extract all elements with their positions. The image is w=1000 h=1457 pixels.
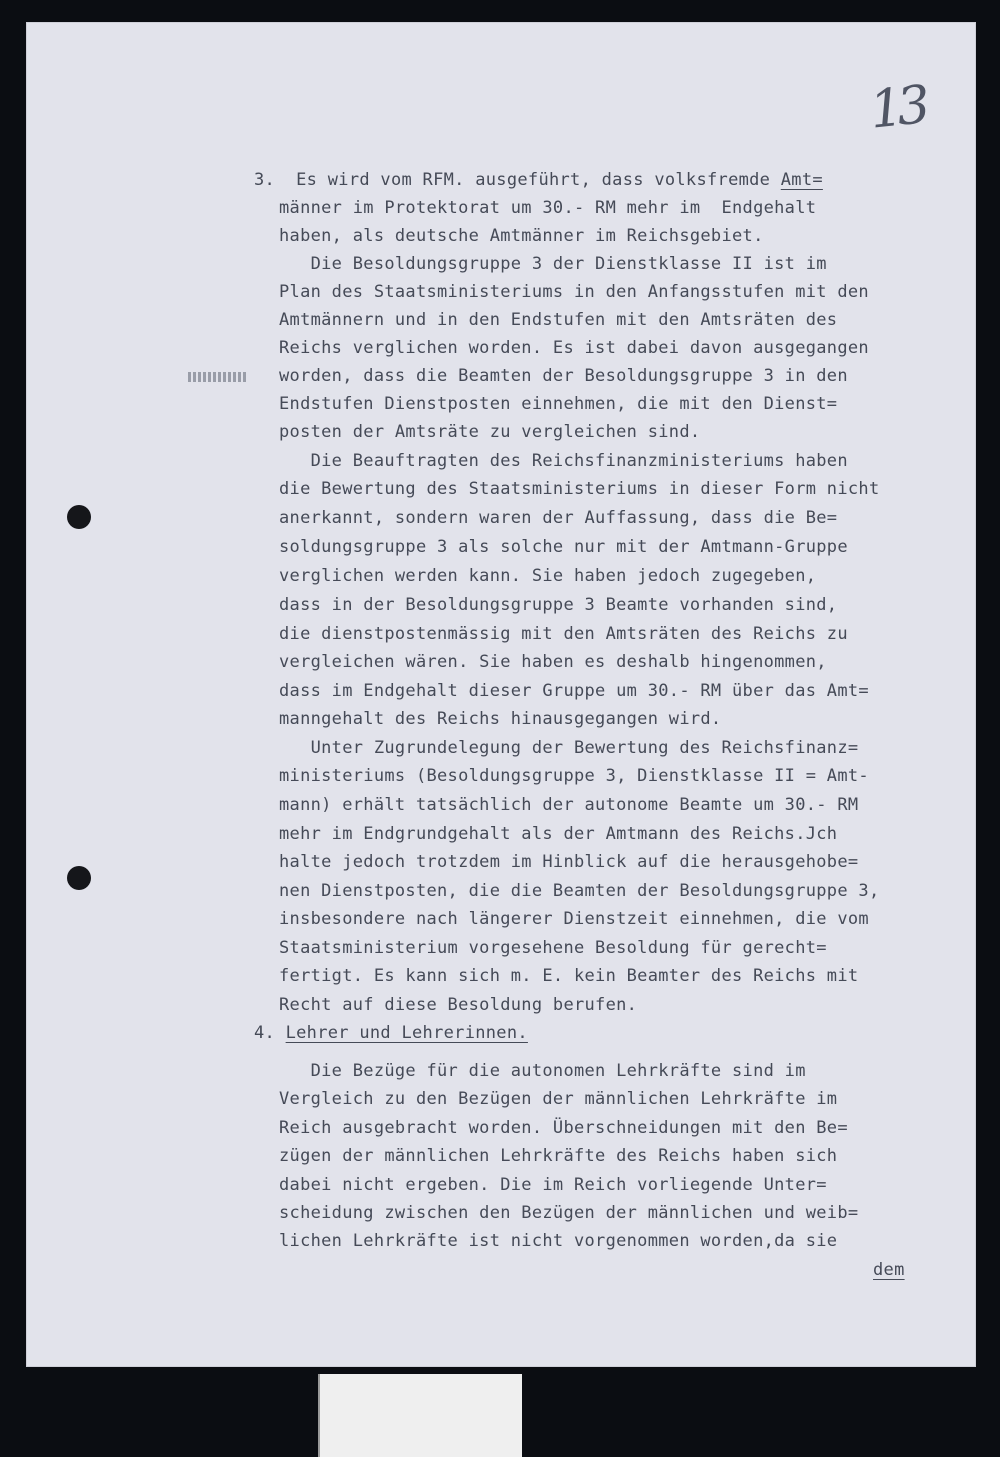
text-line: insbesondere nach längerer Dienstzeit einnehmen, die vom bbox=[279, 909, 869, 929]
text-line: scheidung zwischen den Bezügen der männlichen und weib= bbox=[279, 1203, 859, 1223]
text-line: lichen Lehrkräfte ist nicht vorgenommen worden,da sie bbox=[279, 1231, 838, 1251]
text-line: Reichs verglichen worden. Es ist dabei davon ausgegangen bbox=[279, 338, 869, 358]
text-line: zügen der männlichen Lehrkräfte des Reichs haben sich bbox=[279, 1146, 838, 1166]
underlined-word: Amt= bbox=[780, 170, 823, 190]
bottom-label-card bbox=[318, 1374, 522, 1457]
text-line: Plan des Staatsministeriums in den Anfangsstufen mit den bbox=[279, 282, 869, 302]
text-line: manngehalt des Reichs hinausgegangen wird. bbox=[279, 709, 722, 729]
text-line: posten der Amtsräte zu vergleichen sind. bbox=[279, 422, 701, 442]
catchword: dem bbox=[873, 1260, 905, 1280]
text-line: soldungsgruppe 3 als solche nur mit der Amtmann-Gruppe bbox=[279, 537, 848, 557]
text-line: worden, dass die Beamten der Besoldungsgruppe 3 in den bbox=[279, 366, 848, 386]
text-line: ministeriums (Besoldungsgruppe 3, Dienstklasse II = Amt- bbox=[279, 766, 869, 786]
text-line: Staatsministerium vorgesehene Besoldung für gerecht= bbox=[279, 938, 827, 958]
handwritten-page-number: 13 bbox=[867, 75, 928, 141]
text-line: Amtmännern und in den Endstufen mit den Amtsräten des bbox=[279, 310, 838, 330]
text-line: Vergleich zu den Bezügen der männlichen Lehrkräfte im bbox=[279, 1089, 838, 1109]
text-line: Die Bezüge für die autonomen Lehrkräfte sind im bbox=[279, 1061, 806, 1081]
text-line: nen Dienstposten, die die Beamten der Besoldungsgruppe 3, bbox=[279, 881, 880, 901]
text-line: verglichen werden kann. Sie haben jedoch zugegeben, bbox=[279, 566, 817, 586]
text-line: vergleichen wären. Sie haben es deshalb hingenommen, bbox=[279, 652, 827, 672]
text-line: dabei nicht ergeben. Die im Reich vorliegende Unter= bbox=[279, 1175, 827, 1195]
text-line: fertigt. Es kann sich m. E. kein Beamter des Reichs mit bbox=[279, 966, 859, 986]
text-line: männer im Protektorat um 30.- RM mehr im Endgehalt bbox=[279, 198, 817, 218]
text-line: halte jedoch trotzdem im Hinblick auf die herausgehobe= bbox=[279, 852, 859, 872]
text-line: mehr im Endgrundgehalt als der Amtmann des Reichs.Jch bbox=[279, 824, 838, 844]
section-heading-title: Lehrer und Lehrerinnen. bbox=[285, 1023, 528, 1043]
text-line: Recht auf diese Besoldung berufen. bbox=[279, 995, 638, 1015]
text-line: mann) erhält tatsächlich der autonome Beamte um 30.- RM bbox=[279, 795, 859, 815]
text-line: Unter Zugrundelegung der Bewertung des Reichsfinanz= bbox=[279, 738, 859, 758]
text-line: dass im Endgehalt dieser Gruppe um 30.- RM über das Amt= bbox=[279, 681, 869, 701]
section-heading: 4. Lehrer und Lehrerinnen. bbox=[254, 1023, 528, 1043]
text-line: Reich ausgebracht worden. Überschneidungen mit den Be= bbox=[279, 1118, 848, 1138]
text-line: anerkannt, sondern waren der Auffassung, dass die Be= bbox=[279, 508, 838, 528]
text-line: Endstufen Dienstposten einnehmen, die mit den Dienst= bbox=[279, 394, 838, 414]
text-line: 3. Es wird vom RFM. ausgeführt, dass volksfremde Amt= bbox=[254, 170, 823, 190]
text-line: die Bewertung des Staatsministeriums in dieser Form nicht bbox=[279, 479, 880, 499]
text-line: dass in der Besoldungsgruppe 3 Beamte vorhanden sind, bbox=[279, 595, 838, 615]
text-line: Die Besoldungsgruppe 3 der Dienstklasse II ist im bbox=[279, 254, 827, 274]
text-line: Die Beauftragten des Reichsfinanzministeriums haben bbox=[279, 451, 848, 471]
text-line: die dienstpostenmässig mit den Amtsräten des Reichs zu bbox=[279, 624, 848, 644]
text-line: haben, als deutsche Amtmänner im Reichsgebiet. bbox=[279, 226, 764, 246]
